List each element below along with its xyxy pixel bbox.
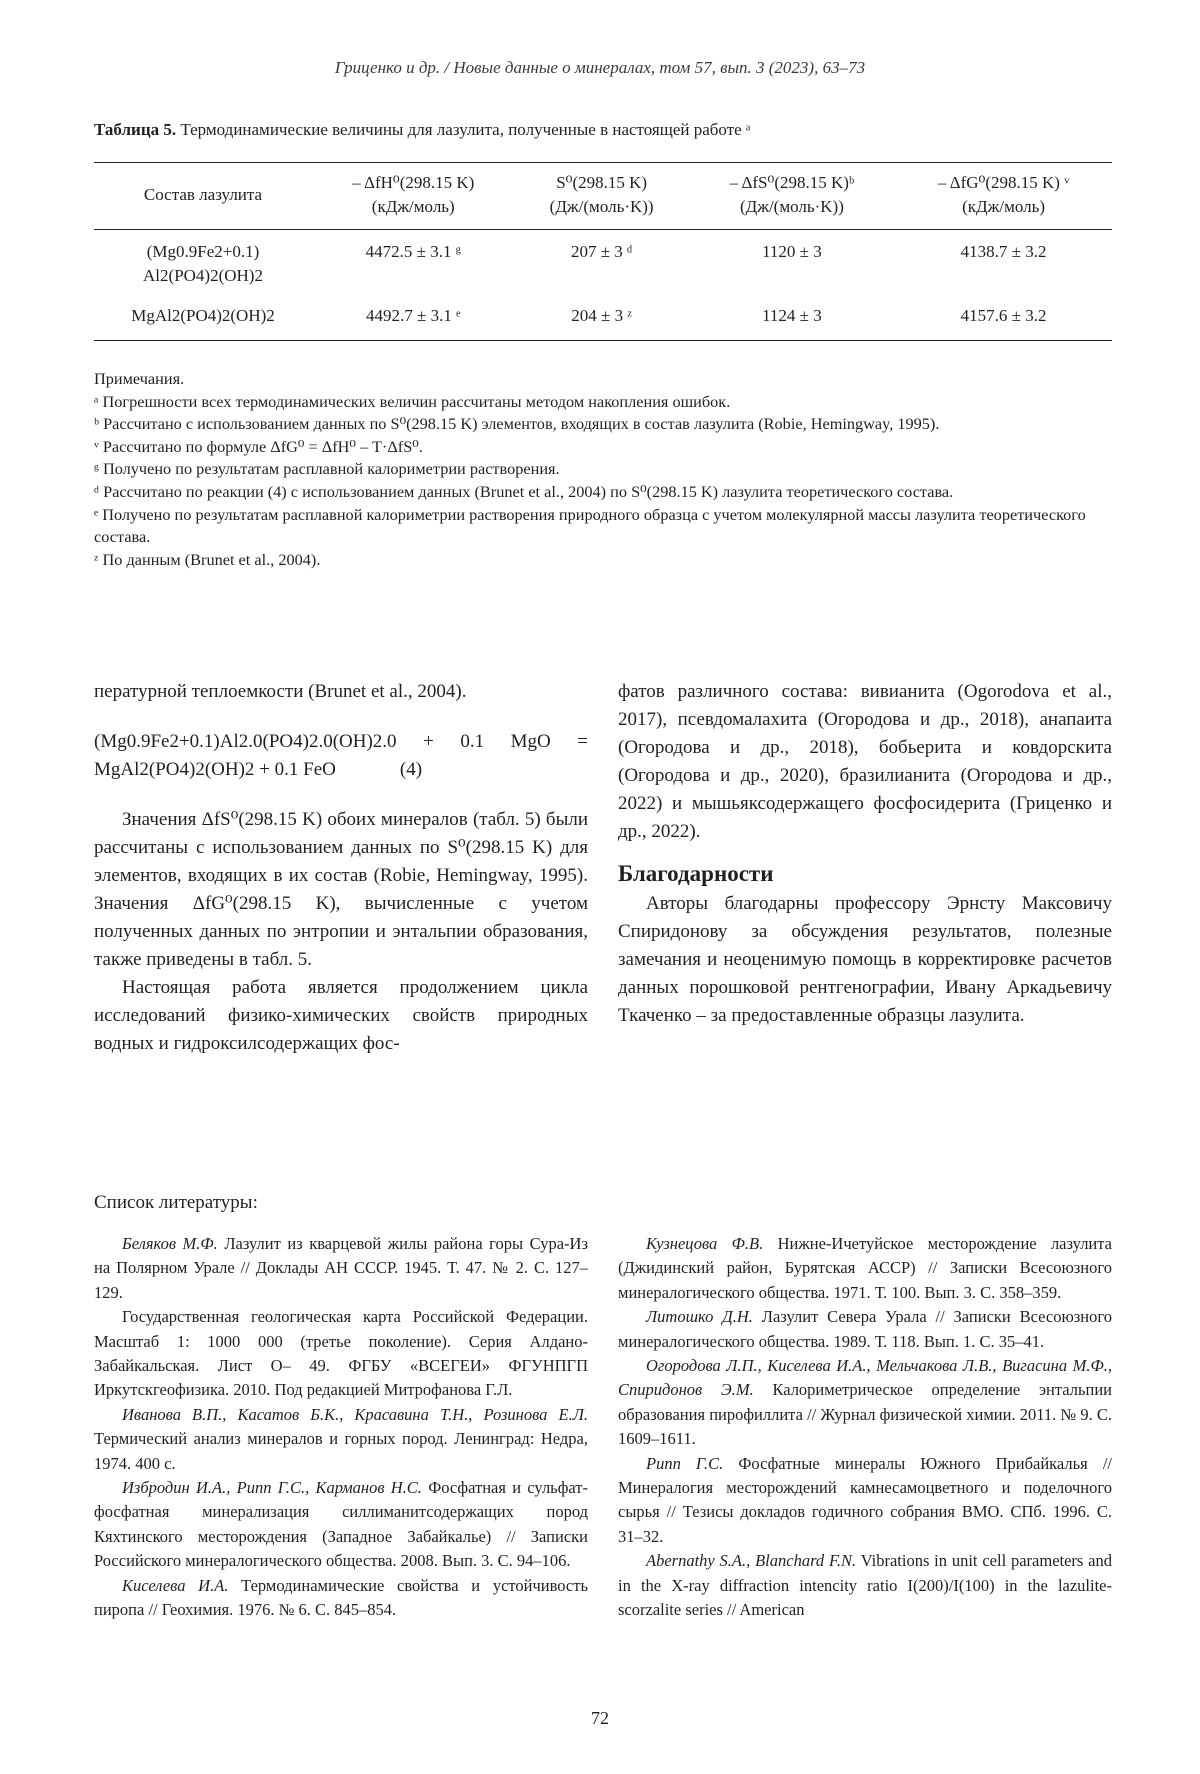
table-header-row [94, 163, 1112, 230]
header-composition: Состав лазулита [143, 185, 263, 204]
right-column [618, 678, 1112, 1030]
references-title: Список литературы: [94, 1192, 258, 1213]
cell-dfG: 4138.7 ± 3.2 [960, 242, 1047, 261]
note: ᶻ По данным (Brunet et al., 2004). [94, 549, 321, 569]
note: ᵉ Получено по результатам расплавной калориметрии растворения природного образца с учетом молекулярной массы лазулита теоретического состава. [94, 504, 1086, 547]
page-number: 72 [591, 1708, 609, 1728]
reference-item: Литошко Д.Н. Лазулит Севера Урала // Записки Всесоюзного минералогического общества. 1989. Т. 118. Вып. 1. С. 35–41. [618, 1307, 1112, 1351]
equation-4 [94, 728, 588, 784]
equation-products: MgAl2(PO4)2(OH)2 + 0.1 FeO [94, 759, 336, 780]
note: ᵇ Рассчитано с использованием данных по S⁰(298.15 K) элементов, входящих в состав лазулита (Robie, Hemingway, 1995). [94, 414, 940, 434]
header-dfS: – ΔfS⁰(298.15 K)ᵇ (Дж/(моль·K)) [729, 173, 855, 216]
reference-item: Избродин И.А., Рипп Г.С., Карманов Н.С. Фосфатная и сульфат-фосфатная минерализация силлиманитсодержащих пород Кяхтинского месторождения (Западное Забайкалье) // Записки Российского минералогического общества. 2008. Вып. 3. С. 94–106. [94, 1478, 588, 1571]
running-head: Гриценко и др. / Новые данные о минералах, том 57, вып. 3 (2023), 63–73 [334, 58, 866, 77]
references-left [94, 1232, 588, 1623]
table-notes [94, 368, 1112, 571]
paragraph: Авторы благодарны профессору Эрнсту Максовичу Спиридонову за обсуждения результатов, полезные замечания и неоценимую помощь в корректировке расчетов данных порошковой рентгенографии, Ивану Аркадьевичу Ткаченко – за предоставленные образцы лазулита. [618, 893, 1112, 1026]
references-right [618, 1232, 1112, 1623]
note: ᵈ Рассчитано по реакции (4) с использованием данных (Brunet et al., 2004) по S⁰(298.15 K) лазулита теоретического состава. [94, 481, 954, 501]
reference-item: Abernathy S.A., Blanchard F.N. Vibrations in unit cell parameters and in the X-ray diffraction intencity ratio I(200)/I(100) in the lazulite-scorzalite series // American [618, 1551, 1112, 1620]
note: ᵛ Рассчитано по формуле ΔfG⁰ = ΔfH⁰ – T·ΔfS⁰. [94, 436, 423, 456]
reference-item: Киселева И.А. Термодинамические свойства и устойчивость пиропа // Геохимия. 1976. № 6. С. 845–854. [94, 1575, 588, 1620]
header-S: S⁰(298.15 K) (Дж/(моль·K)) [549, 173, 654, 216]
cell-composition: MgAl2(PO4)2(OH)2 [131, 306, 275, 325]
equation-number: (4) [399, 759, 423, 780]
acknowledgements-heading: Благодарности [618, 861, 774, 886]
reference-item: Рипп Г.С. Фосфатные минералы Южного Прибайкалья // Минералогия месторождений камнесамоцветного и поделочного сырья // Тезисы докладов годичного собрания ВМО. СПб. 1996. С. 31–32. [618, 1453, 1112, 1546]
paragraph: Настоящая работа является продолжением цикла исследований физико-химических свойств природных водных и гидроксилсодержащих фос- [94, 977, 588, 1054]
reference-item: Иванова В.П., Касатов Б.К., Красавина Т.Н., Розинова Е.Л. Термический анализ минералов и горных пород. Ленинград: Недра, 1974. 400 с. [94, 1404, 588, 1473]
equation-mgo: MgO [510, 731, 551, 752]
cell-composition: (Mg0.9Fe2+0.1) Al2(PO4)2(OH)2 [143, 242, 263, 285]
reference-item: Огородова Л.П., Киселева И.А., Мельчакова Л.В., Вигасина М.Ф., Спиридонов Э.М. Калориметрическое определение энтальпии образования пирофиллита // Журнал физической химии. 2011. № 9. С. 1609–1611. [618, 1356, 1112, 1449]
reference-item: Беляков М.Ф. Лазулит из кварцевой жилы района горы Сура-Из на Полярном Урале // Доклады АН СССР. 1945. Т. 47. № 2. С. 127–129. [94, 1234, 588, 1302]
reference-item: Государственная геологическая карта Российской Федерации. Масштаб 1: 1000 000 (третье поколение). Серия Алдано-Забайкальская. Лист О– 49. ФГБУ «ВСЕГЕИ» ФГУНПГП Иркутскгеофизика. 2010. Под редакцией Митрофанова Г.Л. [94, 1307, 588, 1400]
equation-coef: 0.1 [460, 731, 485, 752]
cell-S: 204 ± 3 ᶻ [571, 306, 633, 325]
paragraph: фатов различного состава: вивианита (Ogorodova et al., 2017), псевдомалахита (Огородова и др., 2018), анапаита (Огородова и др., 2018), бобьерита и ковдорскита (Огородова и др., 2020), бразилианита (Огородова и др., 2022) и мышьяксодержащего фосфосидерита (Гриценко и др., 2022). [618, 681, 1112, 842]
table-caption-label: Таблица 5. [94, 120, 177, 139]
equation-left: (Mg0.9Fe2+0.1)Al2.0(PO4)2.0(OH)2.0 [94, 731, 397, 752]
paragraph: Значения ΔfS⁰(298.15 K) обоих минералов (табл. 5) были рассчитаны с использованием данных по S⁰(298.15 K) для элементов, входящих в их состав (Robie, Hemingway, 1995). Значения ΔfG⁰(298.15 K), вычисленные с учетом полученных данных по энтропии и энтальпии образования, также приведены в табл. 5. [94, 809, 588, 970]
cell-dfG: 4157.6 ± 3.2 [960, 306, 1047, 325]
cell-S: 207 ± 3 ᵈ [570, 242, 633, 261]
cell-dfH: 4492.7 ± 3.1 ᵉ [366, 306, 461, 325]
cell-dfS: 1124 ± 3 [762, 306, 822, 325]
note: Примечания. [94, 369, 185, 388]
reference-item: Кузнецова Ф.В. Нижне-Ичетуйское месторождение лазулита (Джидинский район, Бурятская АССР) // Записки Всесоюзного минералогического общества. 1971. Т. 100. Вып. 3. С. 358–359. [618, 1234, 1113, 1302]
table-caption [94, 120, 1104, 140]
header-dfH: – ΔfH⁰(298.15 K) (кДж/моль) [352, 173, 475, 216]
table-caption-text: Термодинамические величины для лазулита, полученные в настоящей работе ᵃ [176, 120, 751, 139]
equation-plus: + [423, 731, 434, 752]
cell-dfH: 4472.5 ± 3.1 ᵍ [365, 242, 461, 261]
note: ᵍ Получено по результатам расплавной калориметрии растворения. [94, 459, 560, 479]
paragraph: пературной теплоемкости (Brunet et al., 2004). [94, 681, 467, 702]
note: ᵃ Погрешности всех термодинамических величин рассчитаны методом накопления ошибок. [94, 391, 731, 411]
header-dfG: – ΔfG⁰(298.15 K) ᵛ (кДж/моль) [937, 173, 1070, 216]
table-row [94, 230, 1112, 295]
equation-equals: = [577, 731, 588, 752]
cell-dfS: 1120 ± 3 [762, 242, 822, 261]
left-column [94, 678, 588, 1058]
table-row [94, 294, 1112, 341]
thermo-table [94, 162, 1112, 341]
